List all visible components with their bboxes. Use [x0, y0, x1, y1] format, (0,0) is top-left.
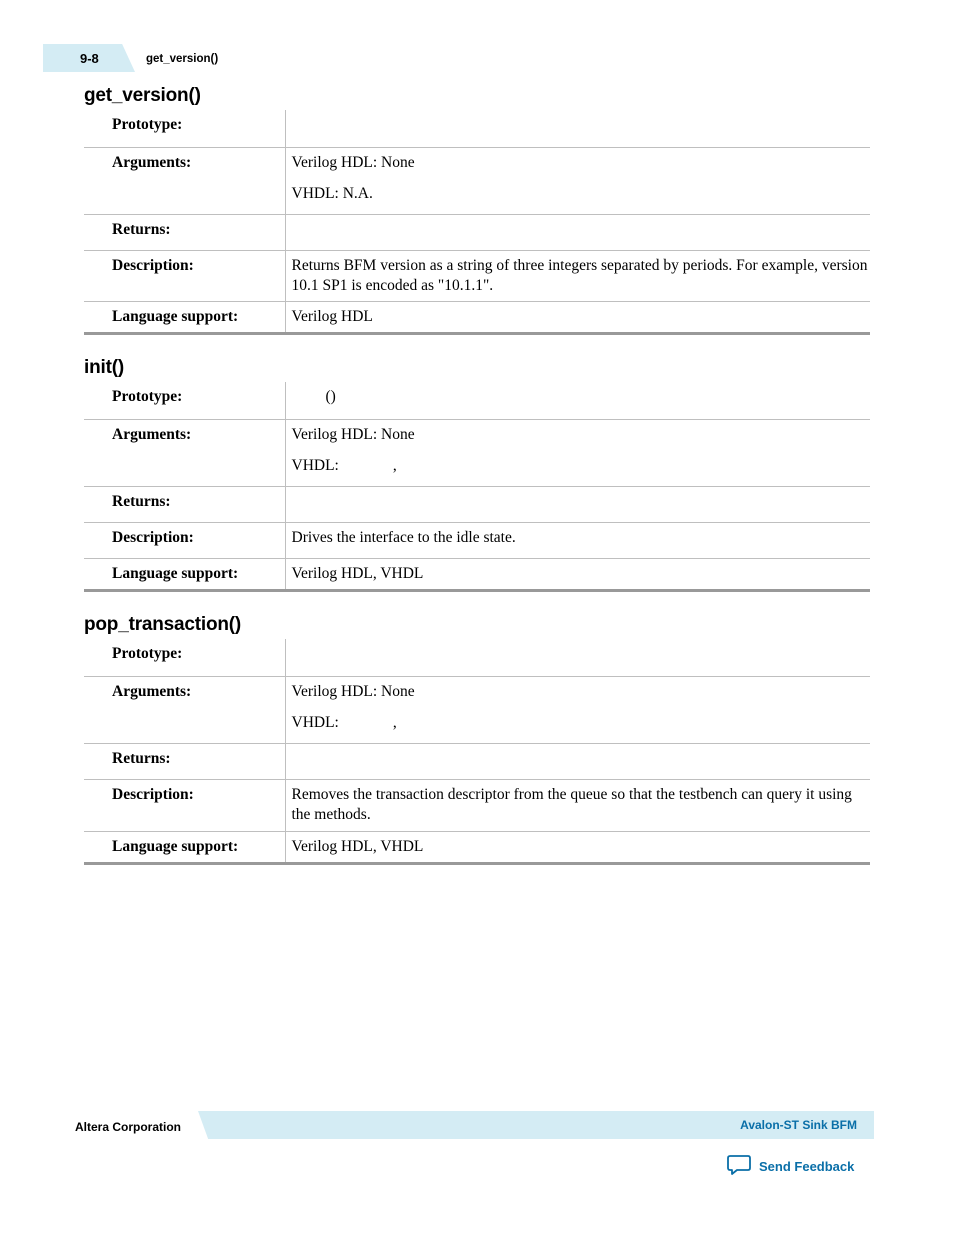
row-label: Prototype:	[112, 116, 183, 133]
row-value: ()	[325, 388, 336, 405]
section-title: init()	[84, 357, 124, 378]
row-value: Removes the transaction descriptor from the queue so that the testbench can query it using the methods.	[291, 785, 852, 823]
row-value: Verilog HDL, VHDL	[291, 837, 424, 855]
footer-company: Altera Corporation	[75, 1120, 182, 1134]
row-label: Arguments:	[112, 682, 192, 700]
row-value: Returns BFM version as a string of three integers separated by periods. For example, version 10.1 SP1 is encoded as "10.1.1".	[291, 256, 868, 294]
table-row	[84, 214, 870, 250]
row-value: Verilog HDL, VHDL	[291, 564, 424, 582]
row-value: VHDL:	[291, 713, 339, 731]
footer-doc-title[interactable]: Avalon-ST Sink BFM	[740, 1118, 857, 1132]
row-label: Language support:	[112, 837, 239, 855]
send-feedback-link[interactable]	[727, 1154, 854, 1179]
table-row	[84, 522, 870, 558]
row-value: VHDL: N.A.	[291, 184, 373, 202]
running-title: get_version()	[146, 53, 219, 65]
table-row	[84, 301, 870, 333]
row-value: Verilog HDL	[291, 307, 373, 325]
row-value: Verilog HDL: None	[291, 153, 415, 171]
speech-bubble-icon	[727, 1154, 751, 1179]
row-value: VHDL:	[291, 456, 339, 474]
section-get-version	[84, 82, 870, 335]
section-title: pop_transaction()	[84, 614, 242, 635]
table-row	[84, 558, 870, 590]
row-value: Drives the interface to the idle state.	[291, 528, 516, 546]
row-label: Returns:	[112, 749, 171, 767]
table-row	[84, 486, 870, 522]
section-init	[84, 354, 870, 592]
table-row: Arguments: Verilog HDL: None VHDL: ,	[84, 676, 870, 743]
table-row	[84, 743, 870, 779]
row-label: Description:	[112, 256, 194, 274]
table-row	[84, 831, 870, 863]
row-label: Description:	[112, 528, 194, 546]
api-table	[84, 639, 870, 865]
table-row	[84, 639, 870, 676]
row-label: Prototype:	[112, 645, 183, 662]
row-label: Arguments:	[112, 425, 192, 443]
table-row	[84, 147, 870, 214]
api-table	[84, 110, 870, 335]
table-row	[84, 110, 870, 147]
row-label: Description:	[112, 785, 194, 803]
page-number: 9-8	[80, 51, 99, 66]
table-row	[84, 779, 870, 831]
table-row: Arguments: Verilog HDL: None VHDL: ,	[84, 419, 870, 486]
row-label: Language support:	[112, 307, 239, 325]
table-row	[84, 382, 870, 419]
send-feedback-label: Send Feedback	[759, 1159, 855, 1174]
row-value: Verilog HDL: None	[291, 682, 415, 700]
table-row	[84, 250, 870, 301]
api-table	[84, 382, 870, 592]
row-label: Returns:	[112, 220, 171, 238]
row-label: Prototype:	[112, 388, 183, 405]
row-label: Returns:	[112, 492, 171, 510]
section-title: get_version()	[84, 85, 201, 106]
row-label: Language support:	[112, 564, 239, 582]
row-label: Arguments:	[112, 153, 192, 171]
row-value: Verilog HDL: None	[291, 425, 415, 443]
section-pop-transaction	[84, 611, 870, 865]
